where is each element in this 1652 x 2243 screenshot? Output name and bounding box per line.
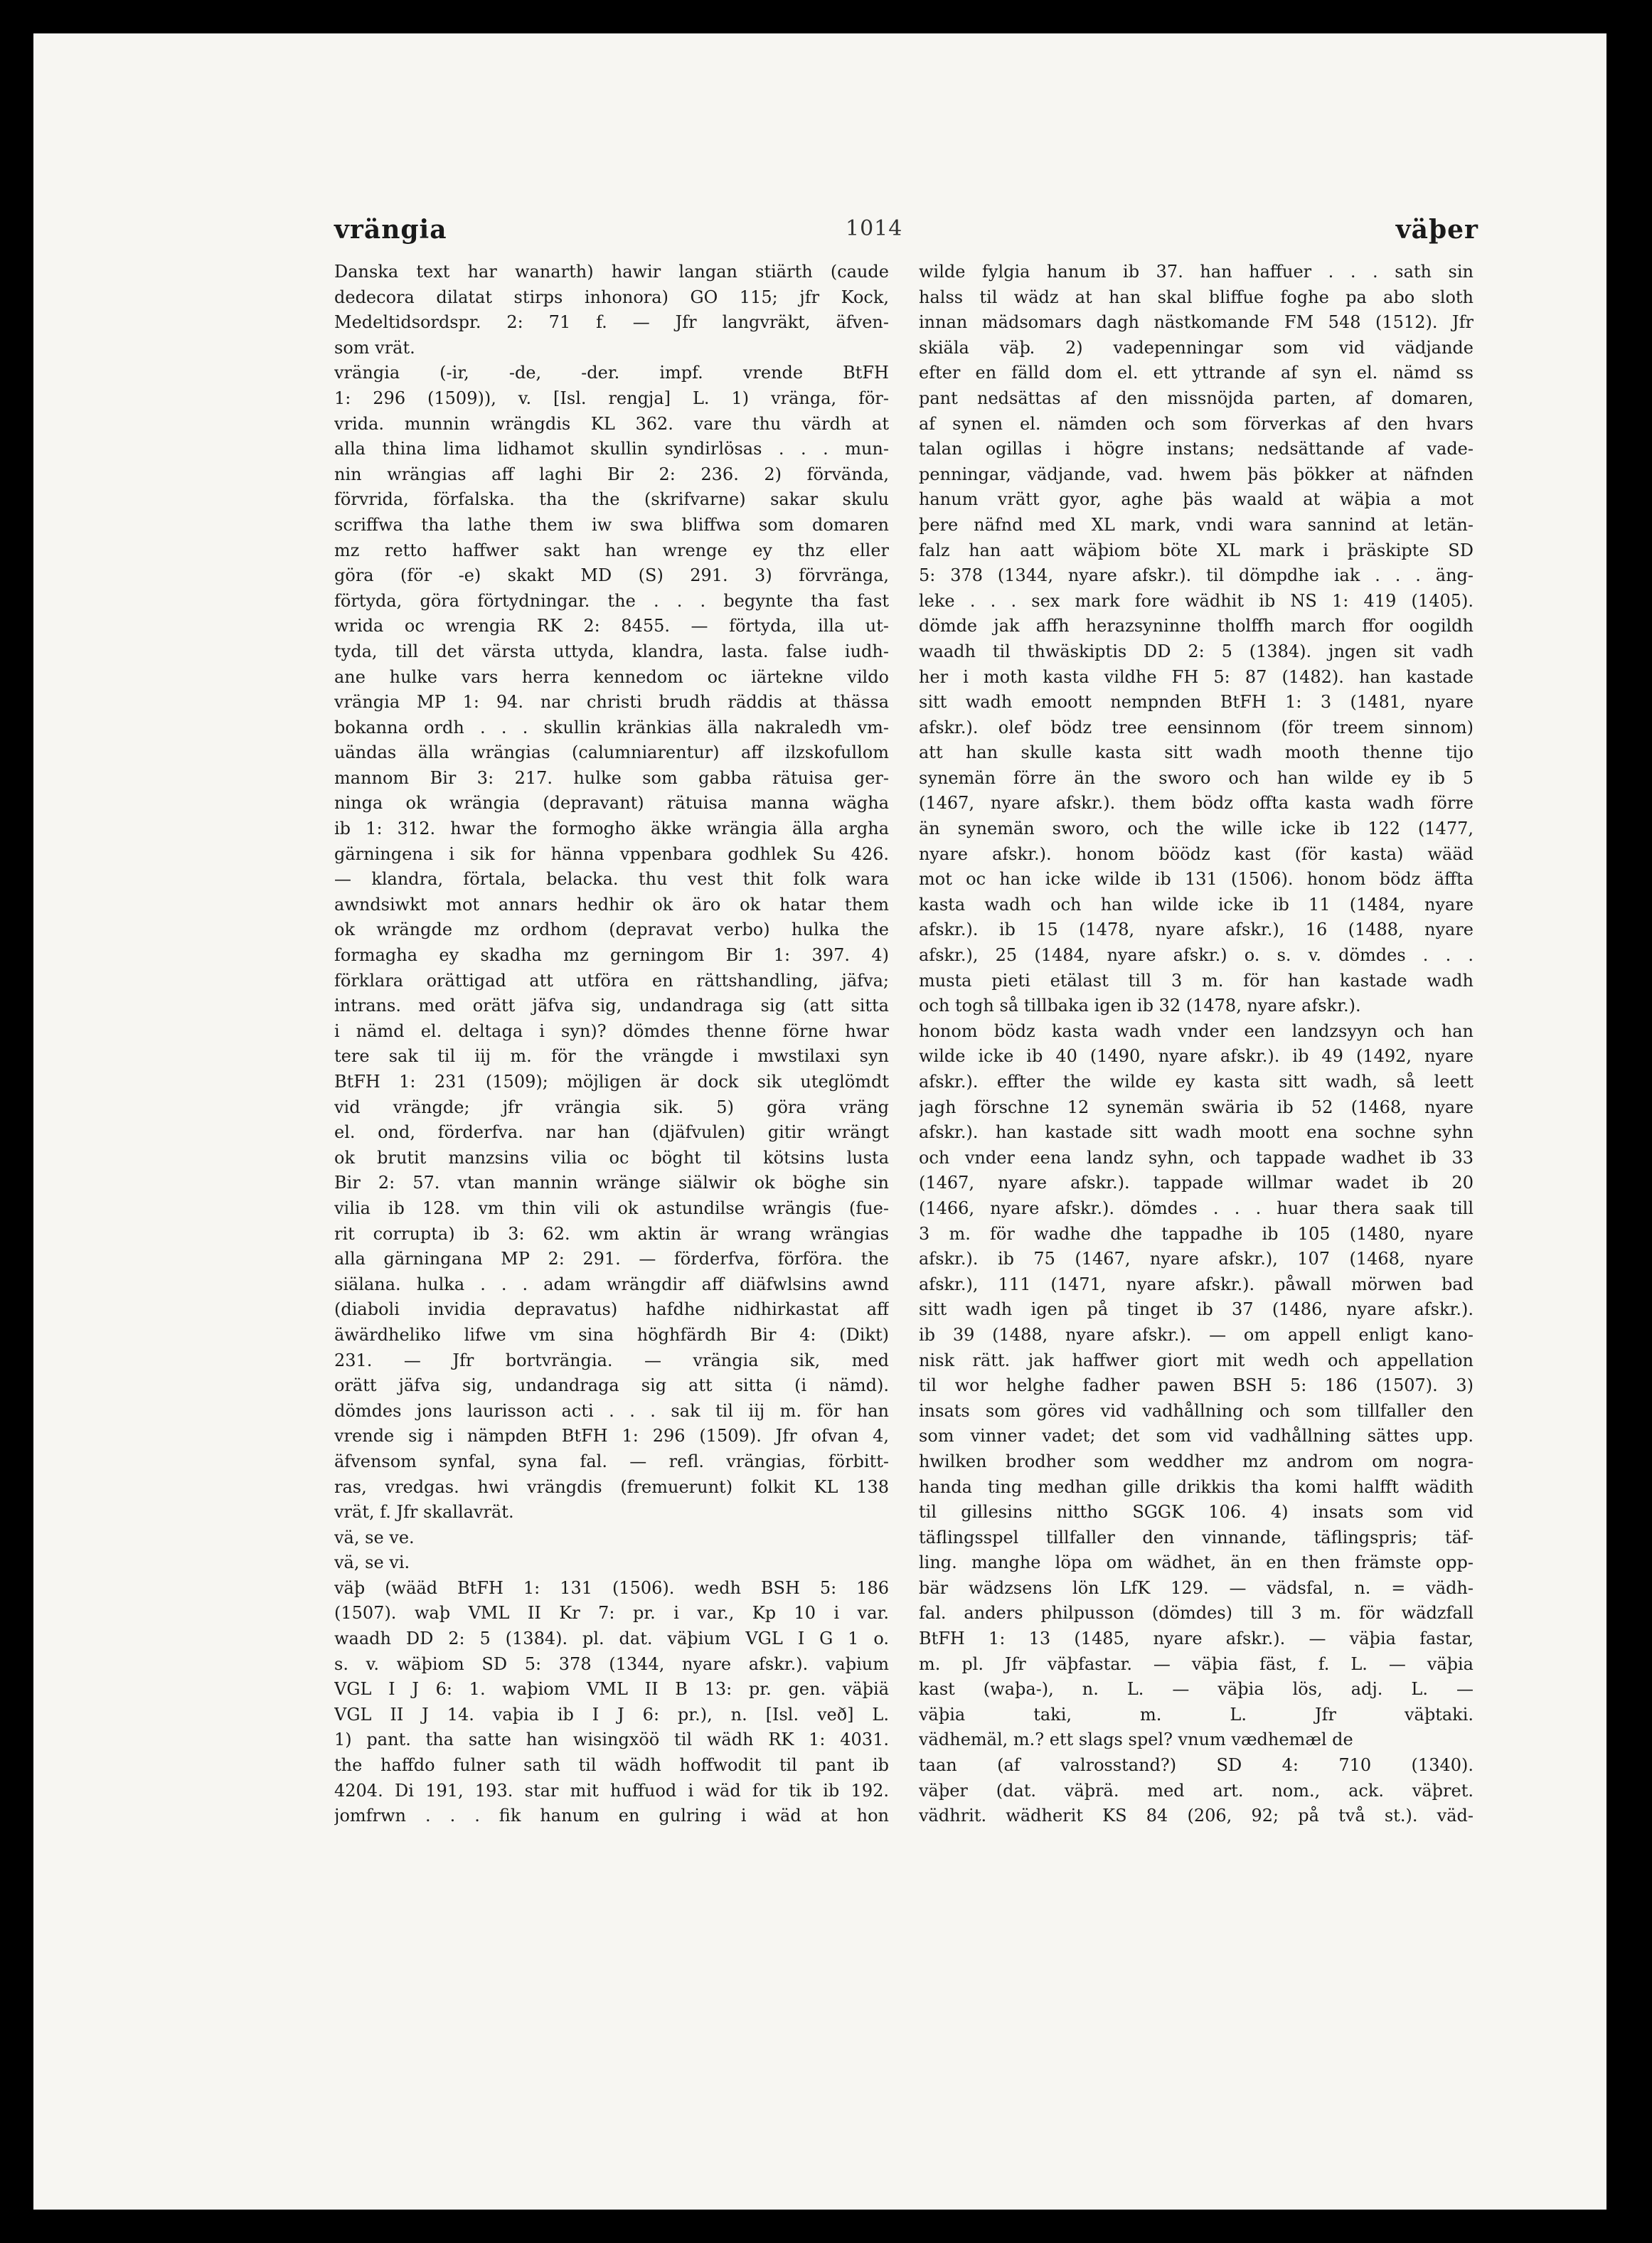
right-column-line: skiäla väþ. 2) vadepenningar som vid vädjande — [919, 337, 1474, 358]
left-column-line: dedecora dilatat stirps inhonora) GO 115; jfr Kock, — [334, 287, 889, 307]
right-column-line: afskr.). olef bödz tree eensinnom (för treem sinnom) — [919, 717, 1474, 737]
right-column-line: afskr.), 25 (1484, nyare afskr.) o. s. v. dömdes . . . — [919, 945, 1474, 966]
right-column-line: kasta wadh och han wilde icke ib 11 (1484, nyare — [919, 894, 1474, 915]
right-column-line: afskr.). ib 15 (1478, nyare afskr.), 16 (1488, nyare — [919, 920, 1474, 940]
left-column-line: awndsiwkt mot annars hedhir ok äro ok hatar them — [334, 894, 889, 915]
right-column-line: sitt wadh emoott nempnden BtFH 1: 3 (1481, nyare — [919, 692, 1474, 713]
right-column-line: talan ogillas i högre instans; nedsättande af vade- — [919, 439, 1474, 459]
right-column-line: nyare afskr.). honom böödz kast (för kasta) wääd — [919, 843, 1474, 864]
right-column-line: halss til wädz at han skal bliffue foghe pa abo sloth — [919, 287, 1474, 307]
left-column-line: BtFH 1: 231 (1509); möjligen är dock sik uteglömdt — [334, 1072, 889, 1092]
left-column-line: mannom Bir 3: 217. hulke som gabba rätuisa ger- — [334, 767, 889, 788]
right-column-line: nisk rätt. jak haffwer giort mit wedh och appellation — [919, 1350, 1474, 1370]
left-column-line: alla thina lima lidhamot skullin syndirlösas . . . mun- — [334, 439, 889, 459]
left-column-line: alla gärningana MP 2: 291. — förderfva, förföra. the — [334, 1249, 889, 1269]
right-column-line: (1467, nyare afskr.). them bödz offta kasta wadh förre — [919, 793, 1474, 814]
right-column-line: mot oc han icke wilde ib 131 (1506). honom bödz äffta — [919, 869, 1474, 890]
left-column-line: formagha ey skadha mz gerningom Bir 1: 397. 4) — [334, 945, 889, 966]
left-column-line: (1507). waþ VML II Kr 7: pr. i var., Kp 10 i var. — [334, 1603, 889, 1624]
right-column-line: hwilken brodher som weddher mz androm om nogra- — [919, 1451, 1474, 1471]
left-column-line: orätt jäfva sig, undandraga sig att sitta (i nämd). — [334, 1375, 889, 1396]
left-column-line: vrängia (-ir, -de, -der. impf. vrende BtFH — [334, 363, 889, 383]
right-column-line: synemän förre än the sworo och han wilde ey ib 5 — [919, 767, 1474, 788]
left-column-line: bokanna ordh . . . skullin kränkias älla nakraledh vm- — [334, 717, 889, 737]
right-column-line: afskr.). effter the wilde ey kasta sitt wadh, så leett — [919, 1072, 1474, 1092]
left-column-line: ib 1: 312. hwar the formogho äkke wrängia älla argha — [334, 819, 889, 839]
left-column-line: VGL I J 6: 1. waþiom VML II B 13: pr. gen. väþiä — [334, 1679, 889, 1700]
left-column-line: vilia ib 128. vm thin vili ok astundilse wrängis (fue- — [334, 1198, 889, 1218]
left-column-line: Medeltidsordspr. 2: 71 f. — Jfr langvräkt, äfven- — [334, 312, 889, 333]
right-column-line: vädhemäl, m.? ett slags spel? vnum vædhemæl de — [919, 1730, 1353, 1750]
right-column-line: taan (af valrosstand?) SD 4: 710 (1340). — [919, 1755, 1474, 1776]
right-column — [919, 260, 1474, 2101]
right-column-line: och vnder eena landz syhn, och tappade wadhet ib 33 — [919, 1147, 1474, 1168]
right-column-line: väþer (dat. väþrä. med art. nom., ack. väþret. — [919, 1780, 1474, 1801]
right-column-line: kast (waþa-), n. L. — väþia lös, adj. L. — — [919, 1679, 1474, 1700]
right-column-line: och togh så tillbaka igen ib 32 (1478, nyare afskr.). — [919, 996, 1361, 1016]
left-column-line: äfvensom synfal, syna fal. — refl. vrängias, förbitt- — [334, 1451, 889, 1471]
left-column-line: nin wrängias aff laghi Bir 2: 236. 2) förvända, — [334, 464, 889, 484]
right-column-line: handa ting medhan gille drikkis tha komi halfft wädith — [919, 1476, 1474, 1497]
right-column-line: att han skulle kasta sitt wadh mooth thenne tijo — [919, 742, 1474, 763]
left-column-line: äwärdheliko lifwe vm sina höghfärdh Bir 4: (Dikt) — [334, 1324, 889, 1345]
right-column-line: ib 39 (1488, nyare afskr.). — om appell enligt kano- — [919, 1324, 1474, 1345]
right-column-line: 5: 378 (1344, nyare afskr.). til dömpdhe iak . . . äng- — [919, 565, 1474, 586]
left-column-line: ok brutit manzsins vilia oc böght til kötsins lusta — [334, 1147, 889, 1168]
page-number: 1014 — [846, 216, 903, 241]
right-column-line: (1467, nyare afskr.). tappade willmar wadet ib 20 — [919, 1173, 1474, 1193]
right-column-line: BtFH 1: 13 (1485, nyare afskr.). — väþia fastar, — [919, 1629, 1474, 1649]
left-column-line: the haffdo fulner sath til wädh hoffwodit til pant ib — [334, 1755, 889, 1776]
left-column-line: waadh DD 2: 5 (1384). pl. dat. väþium VGL I G 1 o. — [334, 1629, 889, 1649]
left-column-line: ras, vredgas. hwi vrängdis (fremuerunt) folkit KL 138 — [334, 1476, 889, 1497]
right-column-line: sitt wadh igen på tinget ib 37 (1486, nyare afskr.). — [919, 1299, 1474, 1320]
left-column-line: — klandra, förtala, belacka. thu vest thit folk wara — [334, 869, 889, 890]
right-column-line: waadh til thwäskiptis DD 2: 5 (1384). jngen sit vadh — [919, 641, 1474, 661]
left-column-line: dömdes jons laurisson acti . . . sak til iij m. för han — [334, 1400, 889, 1421]
right-column-line: leke . . . sex mark fore wädhit ib NS 1: 419 (1405). — [919, 590, 1474, 611]
left-column-line: vrida. munnin wrängdis KL 362. vare thu värdh at — [334, 413, 889, 434]
right-column-line: 3 m. för wadhe dhe tappadhe ib 105 (1480, nyare — [919, 1223, 1474, 1244]
right-column-line: dömde jak affh herazsyninne tholffh march ffor oogildh — [919, 616, 1474, 636]
right-column-line: musta pieti etälast till 3 m. för han kastade wadh — [919, 970, 1474, 991]
left-column-line: 231. — Jfr bortvrängia. — vrängia sik, med — [334, 1350, 889, 1370]
left-column-line: 1: 296 (1509)), v. [Isl. rengja] L. 1) vränga, för- — [334, 388, 889, 408]
left-column-line: (diaboli invidia depravatus) hafdhe nidhirkastat aff — [334, 1299, 889, 1320]
right-column-line: ling. manghe löpa om wädhet, än en then främste opp- — [919, 1552, 1474, 1573]
right-column-line: bär wädzsens lön LfK 129. — vädsfal, n. = vädh- — [919, 1577, 1474, 1598]
right-column-line: penningar, vädjande, vad. hwem þäs þökker at näfnden — [919, 464, 1474, 484]
left-column-line: ane hulke vars herra kennedom oc iärtekne vildo — [334, 666, 889, 687]
running-header — [33, 215, 1606, 265]
right-column-line: af synen el. nämden och som förverkas af den hvars — [919, 413, 1474, 434]
right-column-line: hanum vrätt gyor, aghe þäs waald at wäþia a mot — [919, 489, 1474, 510]
left-column-line: 4204. Di 191, 193. star mit huffuod i wäd for tik ib 192. — [334, 1780, 889, 1801]
right-column-line: til gillesins nittho SGGK 106. 4) insats som vid — [919, 1502, 1474, 1523]
left-column-line: väþ (wääd BtFH 1: 131 (1506). wedh BSH 5: 186 — [334, 1577, 889, 1598]
left-column-line: tyda, till det värsta uttyda, klandra, lasta. false iudh- — [334, 641, 889, 661]
header-left-word: vrängia — [334, 215, 447, 245]
left-column-line: i nämd el. deltaga i syn)? dömdes thenne förne hwar — [334, 1021, 889, 1041]
left-column-line: göra (för -e) skakt MD (S) 291. 3) förvränga, — [334, 565, 889, 586]
right-column-line: afskr.). ib 75 (1467, nyare afskr.), 107 (1468, nyare — [919, 1249, 1474, 1269]
left-column-line: vä, se vi. — [334, 1552, 410, 1573]
left-column-line: förvrida, förfalska. tha the (skrifvarne) sakar skulu — [334, 489, 889, 510]
right-column-line: än synemän sworo, och the wille icke ib 122 (1477, — [919, 819, 1474, 839]
left-column-line: vid vrängde; jfr vrängia sik. 5) göra vräng — [334, 1097, 889, 1117]
left-column-line: uändas älla wrängias (calumniarentur) aff ilzskofullom — [334, 742, 889, 763]
right-column-line: (1466, nyare afskr.). dömdes . . . huar thera saak till — [919, 1198, 1474, 1218]
right-column-line: jagh förschne 12 synemän swäria ib 52 (1468, nyare — [919, 1097, 1474, 1117]
left-column-line: förklara orättigad att utföra en rättshandling, jäfva; — [334, 970, 889, 991]
right-column-line: innan mädsomars dagh nästkomande FM 548 (1512). Jfr — [919, 312, 1474, 333]
right-column-line: til wor helghe fadher pawen BSH 5: 186 (1507). 3) — [919, 1375, 1474, 1396]
right-column-line: afskr.). han kastade sitt wadh moott ena sochne syhn — [919, 1122, 1474, 1143]
right-column-line: efter en fälld dom el. ett yttrande af syn el. nämd ss — [919, 363, 1474, 383]
left-column-line: jomfrwn . . . fik hanum en gulring i wäd at hon — [334, 1806, 889, 1826]
left-column-line: wrida oc wrengia RK 2: 8455. — förtyda, illa ut- — [334, 616, 889, 636]
right-column-line: þere näfnd med XL mark, vndi wara sannind at letän- — [919, 514, 1474, 535]
right-column-line: wilde fylgia hanum ib 37. han haffuer . . . sath sin — [919, 262, 1474, 282]
right-column-line: pant nedsättas af den missnöjda parten, af domaren, — [919, 388, 1474, 408]
left-column-line: vrende sig i nämpden BtFH 1: 296 (1509). Jfr ofvan 4, — [334, 1426, 889, 1447]
left-column-line: som vrät. — [334, 337, 415, 358]
left-column-line: vrät, f. Jfr skallavrät. — [334, 1502, 514, 1523]
left-column-line: intrans. med orätt jäfva sig, undandraga sig (att sitta — [334, 996, 889, 1016]
left-column-line: förtyda, göra förtydningar. the . . . begynte tha fast — [334, 590, 889, 611]
right-column-line: wilde icke ib 40 (1490, nyare afskr.). ib 49 (1492, nyare — [919, 1046, 1474, 1067]
right-column-line: som vinner vadet; det som vid vadhållning sättes upp. — [919, 1426, 1474, 1447]
left-column-line: rit corrupta) ib 3: 62. wm aktin är wrang wrängias — [334, 1223, 889, 1244]
left-column-line: s. v. wäþiom SD 5: 378 (1344, nyare afskr.). vaþium — [334, 1653, 889, 1674]
left-column-line: mz retto haffwer sakt han wrenge ey thz eller — [334, 540, 889, 560]
right-column-line: her i moth kasta vildhe FH 5: 87 (1482). han kastade — [919, 666, 1474, 687]
left-column-line: siälana. hulka . . . adam wrängdir aff diäfwlsins awnd — [334, 1274, 889, 1294]
right-column-line: falz han aatt wäþiom böte XL mark i þräskipte SD — [919, 540, 1474, 560]
right-column-line: honom bödz kasta wadh vnder een landzsyyn och han — [919, 1021, 1474, 1041]
right-column-line: vädhrit. wädherit KS 84 (206, 92; på två st.). väd- — [919, 1806, 1474, 1826]
right-column-line: afskr.), 111 (1471, nyare afskr.). påwall mörwen bad — [919, 1274, 1474, 1294]
left-column-line: scriffwa tha lathe them iw swa bliffwa som domaren — [334, 514, 889, 535]
right-column-line: täflingsspel tillfaller den vinnande, täflingspris; täf- — [919, 1527, 1474, 1547]
left-column-line: el. ond, förderfva. nar han (djäfvulen) gitir wrängt — [334, 1122, 889, 1143]
left-column-line: vrängia MP 1: 94. nar christi brudh räddis at thässa — [334, 692, 889, 713]
left-column-line: 1) pant. tha satte han wisingxöö til wädh RK 1: 4031. — [334, 1730, 889, 1750]
right-column-line: m. pl. Jfr väþfastar. — väþia fäst, f. L. — väþia — [919, 1653, 1474, 1674]
left-column-line: ok wrängde mz ordhom (depravat verbo) hulka the — [334, 920, 889, 940]
left-column-line: gärningena i sik for hänna vppenbara godhlek Su 426. — [334, 843, 889, 864]
dictionary-page — [33, 33, 1606, 2210]
header-right-word: väþer — [1395, 215, 1478, 245]
left-column-line: VGL II J 14. vaþia ib I J 6: pr.), n. [Isl. veð] L. — [334, 1704, 889, 1725]
right-column-line: fal. anders philpusson (dömdes) till 3 m. för wädzfall — [919, 1603, 1474, 1624]
left-column-line: vä, se ve. — [334, 1527, 415, 1547]
right-column-line: insats som göres vid vadhållning och som tillfaller den — [919, 1400, 1474, 1421]
left-column-line: tere sak til iij m. för the vrängde i mwstilaxi syn — [334, 1046, 889, 1067]
left-column — [334, 260, 889, 2101]
left-column-line: Danska text har wanarth) hawir langan stiärth (caude — [334, 262, 889, 282]
left-column-line: ninga ok wrängia (depravant) rätuisa manna wägha — [334, 793, 889, 814]
right-column-line: väþia taki, m. L. Jfr väþtaki. — [919, 1704, 1474, 1725]
left-column-line: Bir 2: 57. vtan mannin wrängе siälwir ok böghe sin — [334, 1173, 889, 1193]
